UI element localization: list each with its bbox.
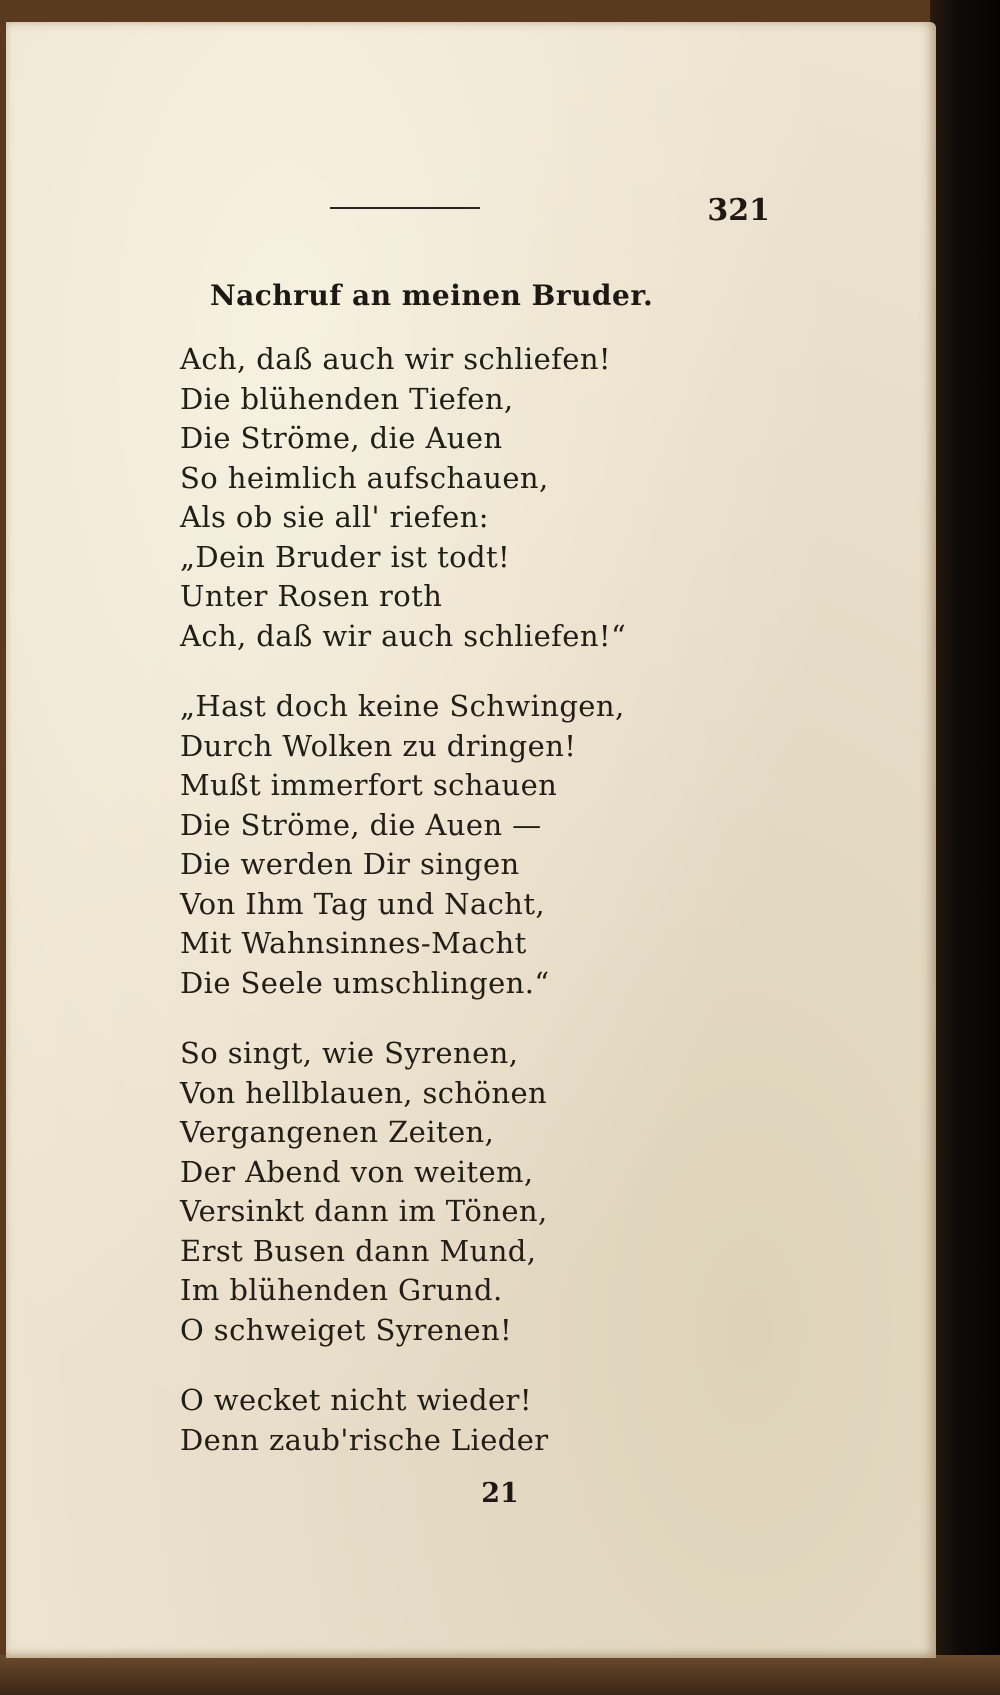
stanza xyxy=(180,1381,700,1460)
book-edge-bottom xyxy=(0,1655,1000,1695)
poem-title: Nachruf an meinen Bruder. xyxy=(210,279,654,312)
poem-line: Von Ihm Tag und Nacht, xyxy=(180,886,546,921)
poem-line: Die werden Dir singen xyxy=(180,847,520,881)
poem-line: Die Seele umschlingen.“ xyxy=(180,965,550,1000)
poem-body xyxy=(180,340,700,1460)
poem-line: Der Abend von weitem, xyxy=(180,1154,534,1189)
poem-line: Mußt immerfort schauen xyxy=(180,768,558,802)
book-edge-right xyxy=(930,0,1000,1695)
poem-line: Erst Busen dann Mund, xyxy=(180,1233,537,1268)
poem-line: Die Ströme, die Auen — xyxy=(180,807,542,842)
stanza xyxy=(180,1034,700,1350)
poem-line: Durch Wolken zu dringen! xyxy=(180,728,577,763)
poem-line: Die blühenden Tiefen, xyxy=(180,381,514,416)
poem-line: Vergangenen Zeiten, xyxy=(180,1115,495,1149)
poem-line: Unter Rosen roth xyxy=(180,579,443,613)
poem-line: „Dein Bruder ist todt! xyxy=(180,539,511,574)
poem-line: Versinkt dann im Tönen, xyxy=(180,1194,548,1228)
page-number: 321 xyxy=(707,193,770,228)
poem-line: Mit Wahnsinnes-Macht xyxy=(180,926,527,960)
poem-line: Denn zaub'rische Lieder xyxy=(180,1422,549,1457)
poem-line: Als ob sie all' riefen: xyxy=(180,500,489,534)
poem-line: So singt, wie Syrenen, xyxy=(180,1036,519,1070)
poem-line: Ach, daß wir auch schliefen!“ xyxy=(180,618,627,653)
poem-line: Im blühenden Grund. xyxy=(180,1273,503,1307)
stanza xyxy=(180,687,700,1003)
poem-line: Ach, daß auch wir schliefen! xyxy=(180,342,611,376)
poem-line: Von hellblauen, schönen xyxy=(180,1075,548,1110)
poem-line: „Hast doch keine Schwingen, xyxy=(180,689,625,723)
poem-line: Die Ströme, die Auen xyxy=(180,421,503,455)
stanza xyxy=(180,340,700,656)
poem-line: O schweiget Syrenen! xyxy=(180,1312,513,1347)
poem-line: O wecket nicht wieder! xyxy=(180,1383,532,1417)
header-rule xyxy=(330,207,480,209)
poem-line: So heimlich aufschauen, xyxy=(180,460,549,495)
signature-mark: 21 xyxy=(481,1478,519,1509)
